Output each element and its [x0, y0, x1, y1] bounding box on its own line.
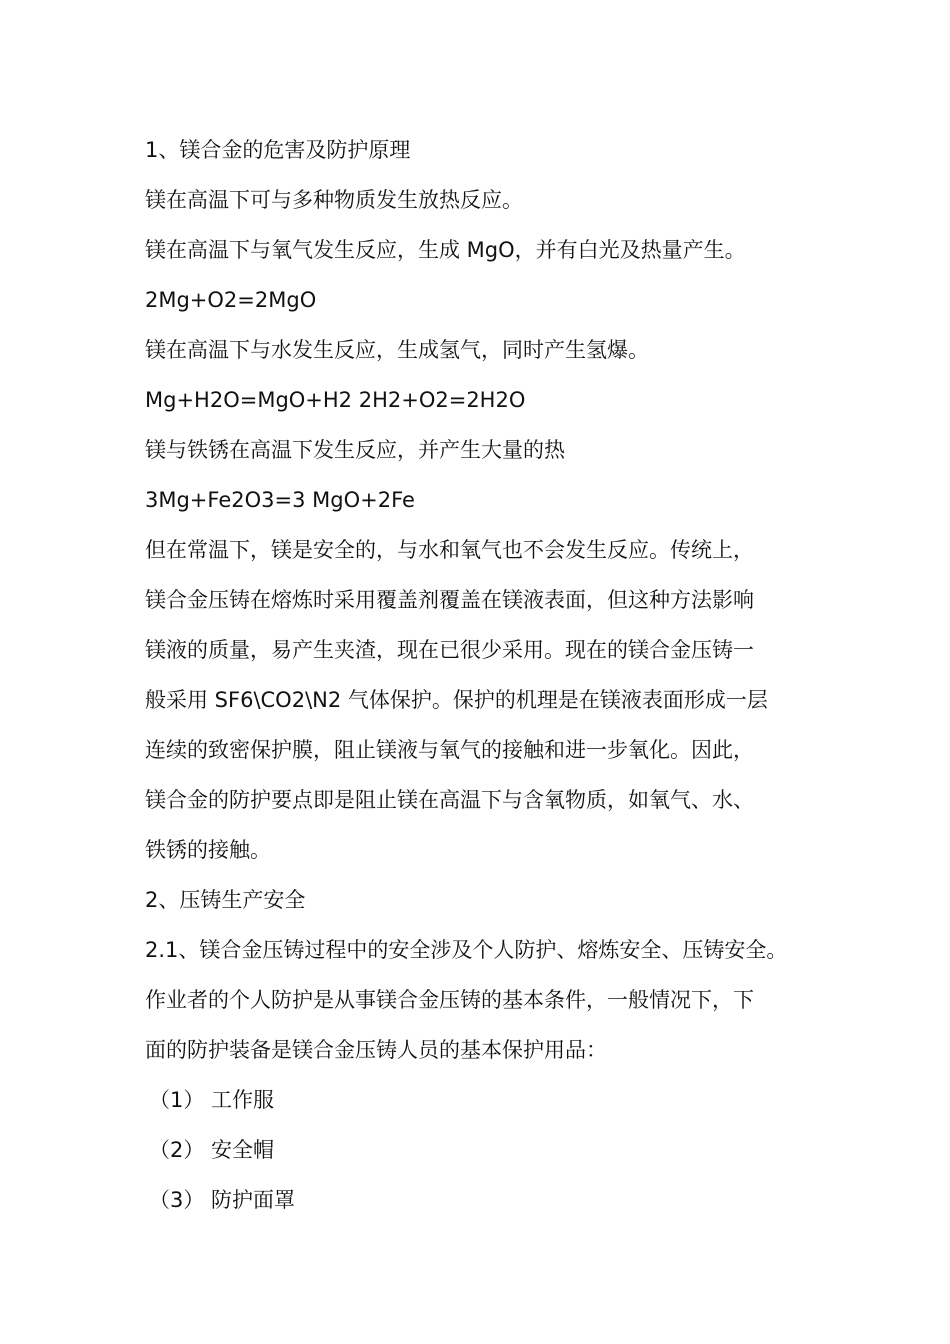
equation-line: 3Mg+Fe2O3=3 MgO+2Fe — [145, 488, 415, 512]
paragraph-line: 镁合金压铸在熔炼时采用覆盖剂覆盖在镁液表面，但这种方法影响 — [145, 588, 754, 612]
section-heading-1: 1、镁合金的危害及防护原理 — [145, 138, 411, 162]
list-item: （3） 防护面罩 — [149, 1188, 296, 1212]
section-heading-2: 2、压铸生产安全 — [145, 888, 306, 912]
paragraph-line: 镁在高温下可与多种物质发生放热反应。 — [145, 188, 523, 212]
paragraph-line: 般采用 SF6\CO2\N2 气体保护。保护的机理是在镁液表面形成一层 — [145, 688, 768, 712]
paragraph-line: 镁合金的防护要点即是阻止镁在高温下与含氧物质，如氧气、水、 — [145, 788, 754, 812]
paragraph-line: 镁与铁锈在高温下发生反应，并产生大量的热 — [145, 438, 565, 462]
equation-line: 2Mg+O2=2MgO — [145, 288, 317, 312]
paragraph-line: 镁在高温下与氧气发生反应，生成 MgO，并有白光及热量产生。 — [145, 238, 746, 262]
paragraph-line: 镁在高温下与水发生反应，生成氢气，同时产生氢爆。 — [145, 338, 649, 362]
equation-line: Mg+H2O=MgO+H2 2H2+O2=2H2O — [145, 388, 526, 412]
paragraph-line: 但在常温下，镁是安全的，与水和氧气也不会发生反应。传统上， — [145, 538, 754, 562]
list-item: （1） 工作服 — [149, 1088, 275, 1112]
document-body — [145, 133, 835, 1233]
paragraph-line: 面的防护装备是镁合金压铸人员的基本保护用品： — [145, 1038, 607, 1062]
paragraph-line: 2.1、镁合金压铸过程中的安全涉及个人防护、熔炼安全、压铸安全。 — [145, 938, 788, 962]
list-item: （2） 安全帽 — [149, 1138, 275, 1162]
paragraph-line: 镁液的质量，易产生夹渣，现在已很少采用。现在的镁合金压铸一 — [145, 638, 754, 662]
paragraph-line: 连续的致密保护膜，阻止镁液与氧气的接触和进一步氧化。因此， — [145, 738, 754, 762]
paragraph-line: 铁锈的接触。 — [145, 838, 271, 862]
paragraph-line: 作业者的个人防护是从事镁合金压铸的基本条件，一般情况下，下 — [145, 988, 754, 1012]
